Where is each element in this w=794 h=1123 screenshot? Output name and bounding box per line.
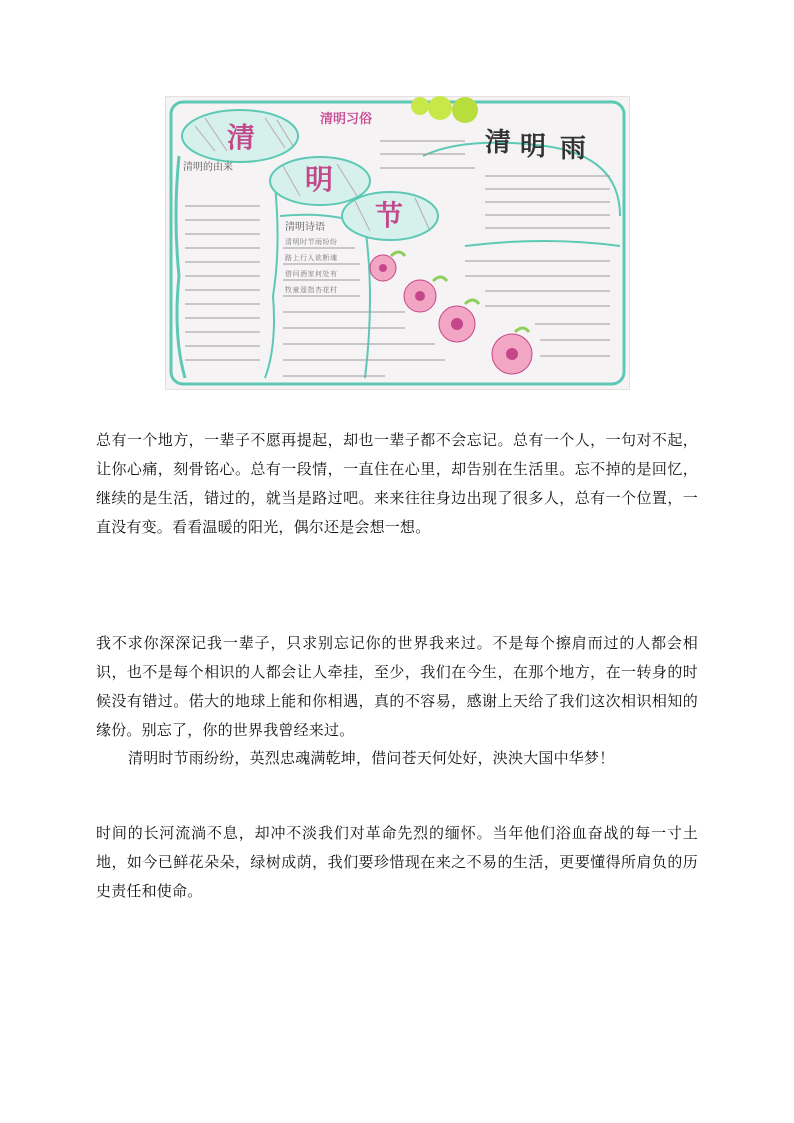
body-paragraph-1: 总有一个地方，一辈子不愿再提起，却也一辈子都不会忘记。总有一个人，一句对不起，让你心痛，刻骨铭心。总有一段情，一直住在心里，却告别在生活里。忘不掉的是回忆，继续的是生活，错过的，就当是路过吧。来来往往身边出现了很多人，总有一个位置，一直没有变。看看温暖的阳光，偶尔还是会想一想。 (96, 431, 698, 536)
flower-drawing (370, 252, 532, 374)
header-rain-2: 明 (520, 132, 547, 162)
poem-line: 牧童遥指杏花村 (285, 286, 338, 294)
body-paragraph-2: 我不求你深深记我一辈子，只求别忘记你的世界我来过。不是每个擦肩而过的人都会相识，也不是每个相识的人都会让人牵挂，至少，我们在今生，在那个地方，在一转身的时候没有错过。偌大的地球上能和你相遇，真的不容易，感谢上天给了我们这次相识相知的缘份。别忘了，你的世界我曾经来过。 (96, 634, 698, 739)
title-char-ming: 明 (305, 163, 334, 196)
poem-line: 借问酒家何处有 (285, 270, 338, 278)
tabloid-image (165, 96, 630, 390)
body-paragraph-3: 清明时节雨纷纷，英烈忠魂满乾坤，借问苍天何处好，泱泱大国中华梦！ (128, 749, 615, 767)
body-paragraph-4: 时间的长河流淌不息，却冲不淡我们对革命先烈的缅怀。当年他们浴血奋战的每一寸土地，如今已鲜花朵朵，绿树成荫，我们要珍惜现在来之不易的生活，更要懂得所肩负的历史责任和使命。 (96, 824, 698, 900)
title-char-jie: 节 (375, 199, 404, 232)
header-customs: 清明习俗 (320, 112, 373, 127)
poem-line: 路上行人欲断魂 (285, 254, 338, 262)
poem-line: 清明时节雨纷纷 (285, 238, 338, 246)
header-rain-3: 雨 (560, 134, 587, 164)
header-poem: 清明诗语 (285, 222, 325, 233)
header-rain-1: 清 (485, 128, 512, 158)
title-char-qing: 清 (227, 121, 256, 154)
header-origin: 清明的由来 (183, 162, 233, 173)
